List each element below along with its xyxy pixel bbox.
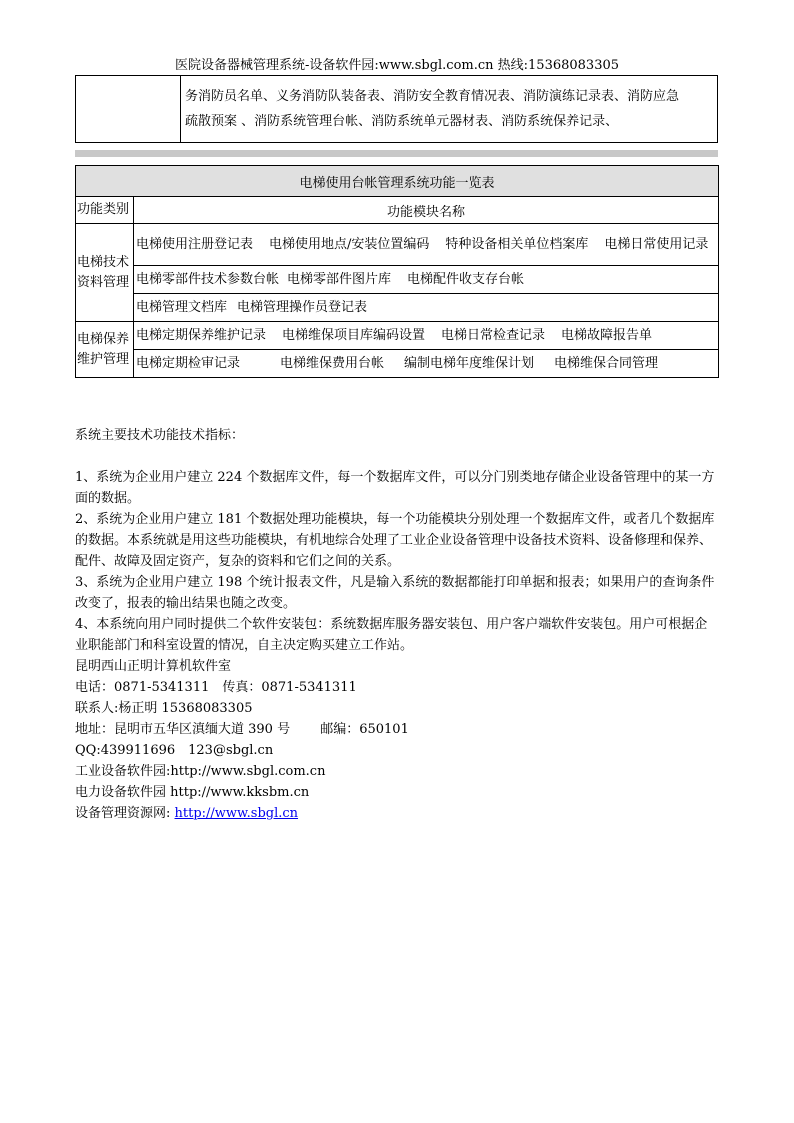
category-cell: 电梯保养维护管理 [76, 322, 134, 378]
website-line: 工业设备软件园:http://www.sbgl.com.cn [75, 764, 326, 779]
module-item: 电梯配件收支存台帐 [407, 272, 525, 287]
company-name: 昆明西山正明计算机软件室 [75, 659, 232, 674]
website-line [75, 803, 720, 824]
module-row [134, 266, 719, 294]
module-item: 特种设备相关单位档案库 [445, 237, 589, 252]
column-header-module: 功能模块名称 [134, 197, 719, 224]
continued-table [75, 75, 718, 143]
module-row [134, 350, 719, 378]
column-header-category: 功能类别 [76, 197, 134, 224]
module-item: 电梯维保项目库编码设置 [282, 328, 426, 343]
module-item: 编制电梯年度维保计划 [404, 356, 535, 371]
website-label: 设备管理资源网: [75, 806, 175, 821]
module-line: 务消防员名单、义务消防队装备表、消防安全教育情况表、消防演练记录表、消防应急 [185, 89, 680, 104]
qq-line: QQ:439911696 123@sbgl.cn [75, 743, 274, 758]
contact-line: 联系人:杨正明 15368083305 [75, 701, 253, 716]
spec-section [75, 425, 720, 824]
module-item: 电梯零部件技术参数台帐 [136, 272, 280, 287]
module-item: 电梯零部件图片库 [287, 272, 392, 287]
module-item: 电梯日常检查记录 [441, 328, 546, 343]
module-item: 电梯维保合同管理 [554, 356, 659, 371]
module-item: 电梯管理文档库 [136, 300, 228, 315]
phone-line: 电话：0871-5341311 传真：0871-5341311 [75, 680, 357, 695]
elevator-function-table [75, 165, 719, 378]
website-line: 电力设备软件园 http://www.kksbm.cn [75, 785, 310, 800]
module-row [134, 294, 719, 322]
table-title: 电梯使用台帐管理系统功能一览表 [76, 166, 719, 197]
module-item: 电梯定期检审记录 [136, 356, 241, 371]
module-row [134, 224, 719, 266]
spec-paragraph: 4、本系统向用户同时提供二个软件安装包：系统数据库服务器安装包、用户客户端软件安装包。用户可根据企业职能部门和科室设置的情况，自主决定购买建立工作站。 [75, 617, 708, 653]
module-item: 电梯维保费用台帐 [280, 356, 385, 371]
address-line: 地址：昆明市五华区滇缅大道 390 号 邮编：650101 [75, 722, 409, 737]
category-cell: 电梯技术资料管理 [76, 224, 134, 322]
section-divider [75, 150, 718, 157]
spec-paragraph: 3、系统为企业用户建立 198 个统计报表文件，凡是输入系统的数据都能打印单据和报表；如果用户的查询条件改变了，报表的输出结果也随之改变。 [75, 575, 715, 611]
spec-paragraph: 2、系统为企业用户建立 181 个数据处理功能模块，每一个功能模块分别处理一个数据库文件，或者几个数据库的数据。本系统就是用这些功能模块，有机地综合处理了工业企业设备管理中设备技术资料、设备修理和保养、配件、故障及固定资产，复杂的资料和它们之间的关系。 [75, 512, 715, 569]
module-item: 电梯故障报告单 [561, 328, 653, 343]
module-item: 电梯日常使用记录 [604, 237, 709, 252]
page-header: 医院设备器械管理系统-设备软件园:www.sbgl.com.cn 热线:15368083305 [174, 58, 620, 73]
module-item: 电梯定期保养维护记录 [136, 328, 267, 343]
website-link[interactable]: http://www.sbgl.cn [174, 806, 299, 821]
module-item: 电梯使用地点/安装位置编码 [269, 237, 430, 252]
continued-module-cell [181, 76, 717, 142]
empty-category-cell [76, 76, 181, 142]
module-line: 疏散预案 、消防系统管理台帐、消防系统单元器材表、消防系统保养记录、 [185, 114, 619, 129]
section-heading: 系统主要技术功能技术指标： [75, 428, 245, 443]
module-item: 电梯使用注册登记表 [136, 237, 254, 252]
module-row [134, 322, 719, 350]
spec-paragraph: 1、系统为企业用户建立 224 个数据库文件，每一个数据库文件，可以分门别类地存储企业设备管理中的某一方面的数据。 [75, 470, 715, 506]
module-item: 电梯管理操作员登记表 [237, 300, 368, 315]
